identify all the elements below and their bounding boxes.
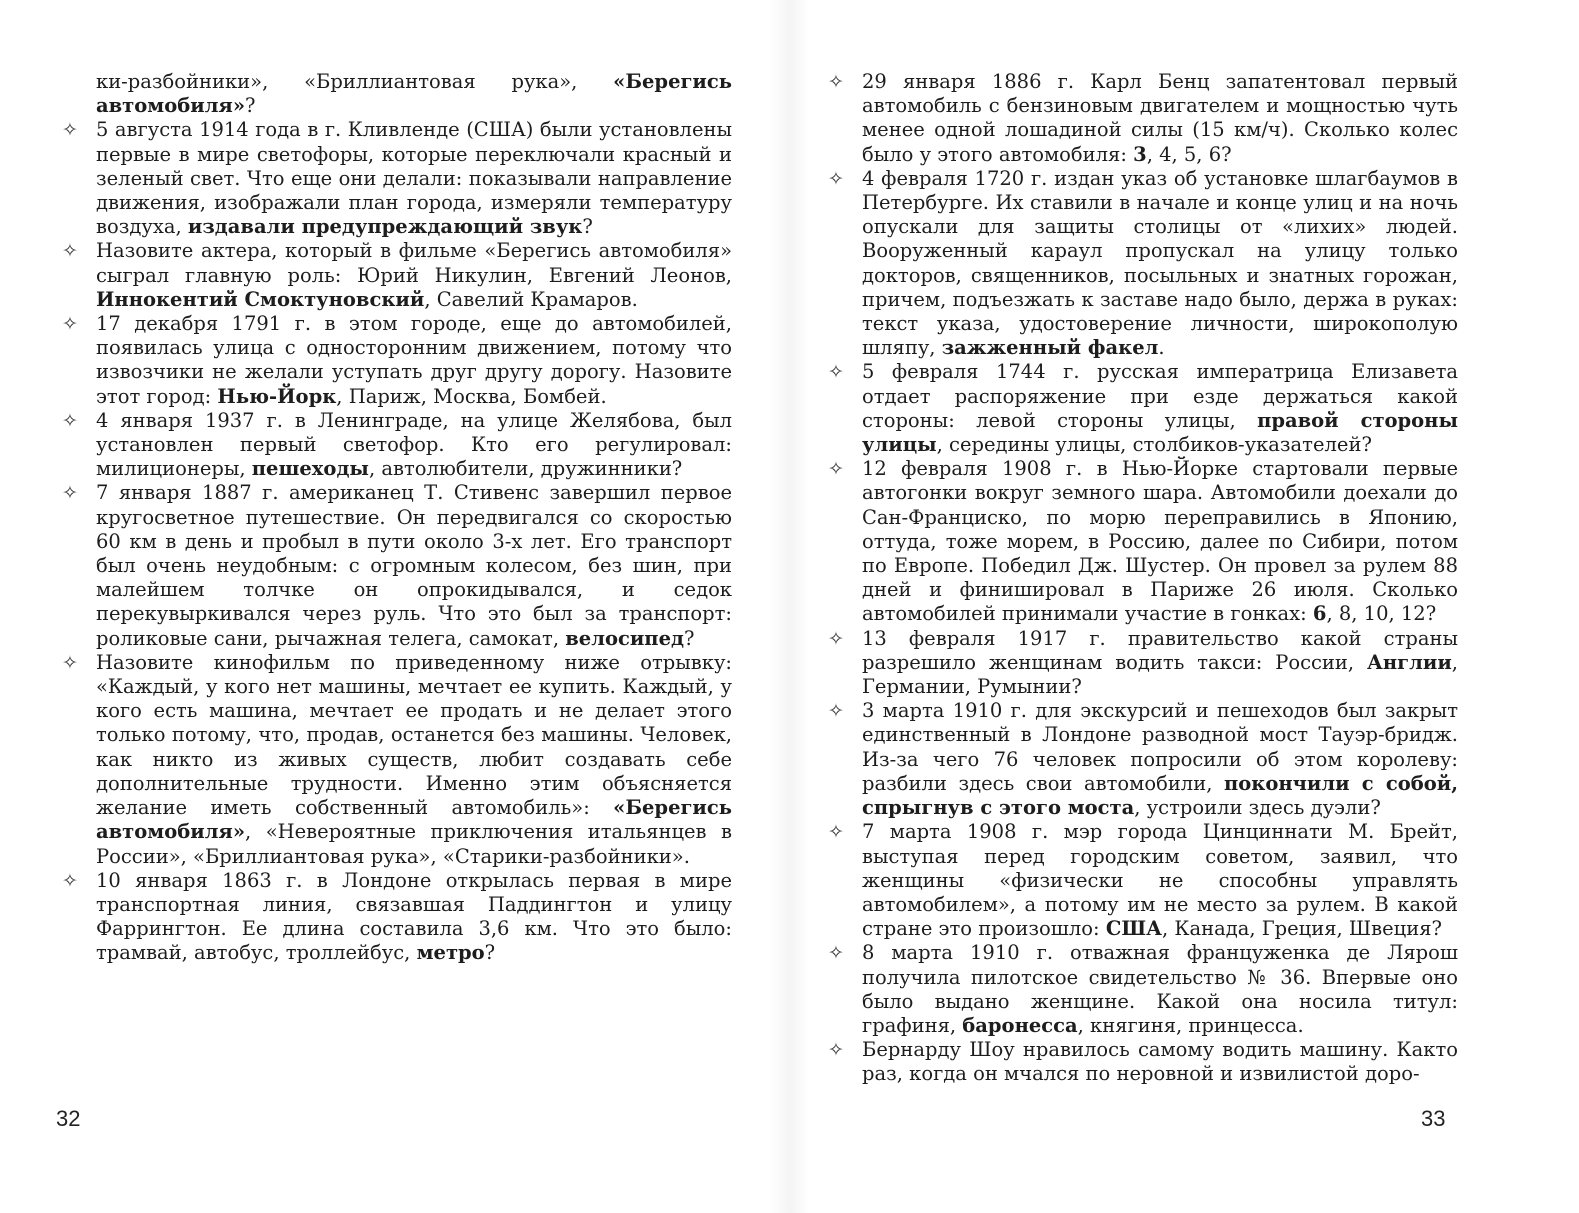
question-text: , «Невероятные приключения итальянцев в России», «Бриллиантовая рука», «Старики-разбойники». xyxy=(96,820,732,868)
answer-text: «Берегись автомобиля» xyxy=(96,796,732,844)
question-item xyxy=(60,869,732,966)
question-text: 5 февраля 1744 г. русская императрица Елизавета отдает распоряжение при езде держаться какой стороны: левой стороны улицы, xyxy=(862,360,1458,432)
page-number-left: 32 xyxy=(56,1106,81,1131)
diamond-bullet-icon: ✧ xyxy=(62,119,78,142)
diamond-bullet-icon: ✧ xyxy=(62,869,78,892)
question-item xyxy=(60,312,732,409)
question-text: 7 марта 1908 г. мэр города Цинциннати М. Брейт, выступая перед городским советом, заявил, что женщины «физически не способны управлять автомобилем», а потому им не место за рулем. В какой стране это произошло: xyxy=(862,820,1458,941)
question-text: , устроили здесь дуэли? xyxy=(1134,796,1381,820)
question-text: 4 февраля 1720 г. издан указ об установке шлагбаумов в Петербурге. Их ставили в начале и конце улиц и на ночь опускали для защиты столицы от «лихих» людей. Вооруженный караул пропускал на улицу только докторов, священников, посыльных и знатных горожан, причем, подъезжать к заставе надо было, держа в руках: текст указа, удостоверение личности, широкополую шляпу, xyxy=(862,166,1458,360)
answer-text: пешеходы xyxy=(251,457,369,481)
diamond-bullet-icon: ✧ xyxy=(828,361,844,384)
question-item xyxy=(826,1038,1458,1086)
question-item xyxy=(826,457,1458,626)
question-item xyxy=(60,409,732,482)
question-text: 29 января 1886 г. Карл Бенц запатентовал первый автомобиль с бензиновым двигателем и мощностью чуть менее одной лошадиной силы (15 км/ч). Сколько колес было у этого автомобиля: xyxy=(862,70,1458,166)
answer-text: Нью-Йорк xyxy=(217,384,337,408)
diamond-bullet-icon: ✧ xyxy=(62,651,78,674)
answer-text: США xyxy=(1105,917,1162,941)
question-item xyxy=(826,820,1458,941)
question-text: , Париж, Москва, Бомбей. xyxy=(336,384,607,408)
answer-text: баронесса xyxy=(962,1013,1078,1037)
diamond-bullet-icon: ✧ xyxy=(62,240,78,263)
question-text: , автолюбители, дружинники? xyxy=(369,457,683,481)
question-item xyxy=(826,70,1458,167)
question-text: , 8, 10, 12? xyxy=(1326,602,1437,626)
question-text: . xyxy=(1158,336,1165,360)
question-text: ? xyxy=(582,215,593,239)
answer-text: зажженный факел xyxy=(941,336,1159,360)
question-text: 3 марта 1910 г. для экскурсий и пешеходов был закрыт единственный в Лондоне разводной мост Тауэр-бридж. Из-за чего 76 человек попросили об этом королеву: разбили здесь свои автомобили, xyxy=(862,699,1458,795)
answer-text: метро xyxy=(416,941,485,965)
diamond-bullet-icon: ✧ xyxy=(62,409,78,432)
question-item xyxy=(60,118,732,239)
answer-text: 6 xyxy=(1312,602,1327,626)
question-text: , Германии, Румынии? xyxy=(862,650,1458,699)
question-text: Назовите актера, который в фильме «Берегись автомобиля» сыграл главную роль: Юрий Никулин, Евгений Леонов, xyxy=(96,239,732,287)
question-text: , Савелий Крамаров. xyxy=(424,287,638,311)
question-text: , середины улицы, столбиков-указателей? xyxy=(936,433,1372,457)
diamond-bullet-icon: ✧ xyxy=(828,1039,844,1062)
question-text: Назовите кинофильм по приведенному ниже отрывку: «Каждый, у кого нет машины, мечтает ее купить. Каждый, у кого есть машина, мечтает ее продать и не делает этого только потому, что, продав, останется без машины. Человек, как никто из живых существ, любит создавать себе дополнительные трудности. Именно этим объясняется желание иметь собственный автомобиль»: xyxy=(96,650,732,820)
question-text: ? xyxy=(484,941,496,965)
diamond-bullet-icon: ✧ xyxy=(62,313,78,336)
question-text: 8 марта 1910 г. отважная француженка де Лярош получила пилотское свидетельство № 36. Впервые оно было выдано женщине. Какой она носила титул: графиня, xyxy=(862,941,1458,1037)
question-item xyxy=(826,167,1458,361)
question-text: 5 августа 1914 года в г. Кливленде (США) были установлены первые в мире светофоры, которые переключали красный и зеленый свет. Что еще они делали: показывали направление движения, изображали план города, измеряли температуру воздуха, xyxy=(96,118,732,239)
continued-text xyxy=(60,70,732,118)
question-text: ки-разбойники», «Бриллиантовая рука», xyxy=(96,70,614,93)
answer-text: Иннокентий Смоктуновский xyxy=(96,287,425,311)
question-item xyxy=(826,941,1458,1038)
left-page-text xyxy=(60,70,732,966)
question-text: ? xyxy=(245,94,256,118)
diamond-bullet-icon: ✧ xyxy=(62,482,78,505)
question-item xyxy=(60,239,732,312)
question-text: 7 января 1887 г. американец Т. Стивенс завершил первое кругосветное путешествие. Он передвигался со скоростью 60 км в день и пробыл в пути около 3-х лет. Его транспорт был очень неудобным: с огромным колесом, без шин, при малейшем толчке он опрокидывался, и седок перекувыркивался через руль. Что это был за транспорт: роликовые сани, рычажная телега, самокат, xyxy=(96,481,732,650)
diamond-bullet-icon: ✧ xyxy=(828,458,844,481)
question-item xyxy=(826,360,1458,457)
answer-text: 3 xyxy=(1133,142,1147,166)
question-item xyxy=(60,481,732,650)
diamond-bullet-icon: ✧ xyxy=(828,167,844,190)
question-text: 12 февраля 1908 г. в Нью-Йорке стартовали первые автогонки вокруг земного шара. Автомобили доехали до Сан-Франциско, по морю переправились в Японию, оттуда, тоже морем, в Россию, далее по Сибири, потом по Европе. Победил Дж. Шустер. Он провел за рулем 88 дней и финишировал в Париже 26 июля. Сколько автомобилей принимали участие в гонках: xyxy=(862,457,1458,626)
diamond-bullet-icon: ✧ xyxy=(828,821,844,844)
answer-text: велосипед xyxy=(565,626,684,650)
question-text: 4 января 1937 г. в Ленинграде, на улице Желябова, был установлен первый светофор. Кто его регулировал: милиционеры, xyxy=(96,408,732,481)
question-text: 17 декабря 1791 г. в этом городе, еще до автомобилей, появилась улица с односторонним движением, потому что извозчики не желали уступать друг другу дорогу. Назовите этот город: xyxy=(96,312,732,408)
answer-text: издавали предупреждающий звук xyxy=(187,215,583,239)
answer-text: покончили с собой, спрыгнув с этого моста xyxy=(862,771,1458,820)
question-text: , княгиня, принцесса. xyxy=(1077,1013,1304,1037)
question-item xyxy=(826,627,1458,700)
page-number-right: 33 xyxy=(1421,1106,1446,1131)
answer-text: правой стороны улицы xyxy=(862,408,1458,457)
diamond-bullet-icon: ✧ xyxy=(828,71,844,93)
question-item xyxy=(60,651,732,869)
diamond-bullet-icon: ✧ xyxy=(828,942,844,965)
answer-text: «Берегись автомобиля» xyxy=(96,70,732,118)
question-text: 13 февраля 1917 г. правительство какой страны разрешило женщинам водить такси: России, xyxy=(862,626,1458,674)
question-item xyxy=(826,699,1458,820)
question-text: , 4, 5, 6? xyxy=(1146,142,1232,166)
question-text: Бернарду Шоу нравилось самому водить машину. Както раз, когда он мчался по неровной и извилистой доро- xyxy=(862,1038,1458,1086)
answer-text: Англии xyxy=(1367,650,1452,674)
question-text: , Канада, Греция, Швеция? xyxy=(1161,917,1442,941)
right-page-text xyxy=(826,70,1458,1087)
book-gutter xyxy=(770,0,810,1213)
diamond-bullet-icon: ✧ xyxy=(828,700,844,723)
question-text: 10 января 1863 г. в Лондоне открылась первая в мире транспортная линия, связавшая Паддингтон и улицу Фаррингтон. Ее длина составила 3,6 км. Что это было: трамвай, автобус, троллейбус, xyxy=(96,868,732,965)
question-text: ? xyxy=(683,626,695,650)
diamond-bullet-icon: ✧ xyxy=(828,627,844,650)
